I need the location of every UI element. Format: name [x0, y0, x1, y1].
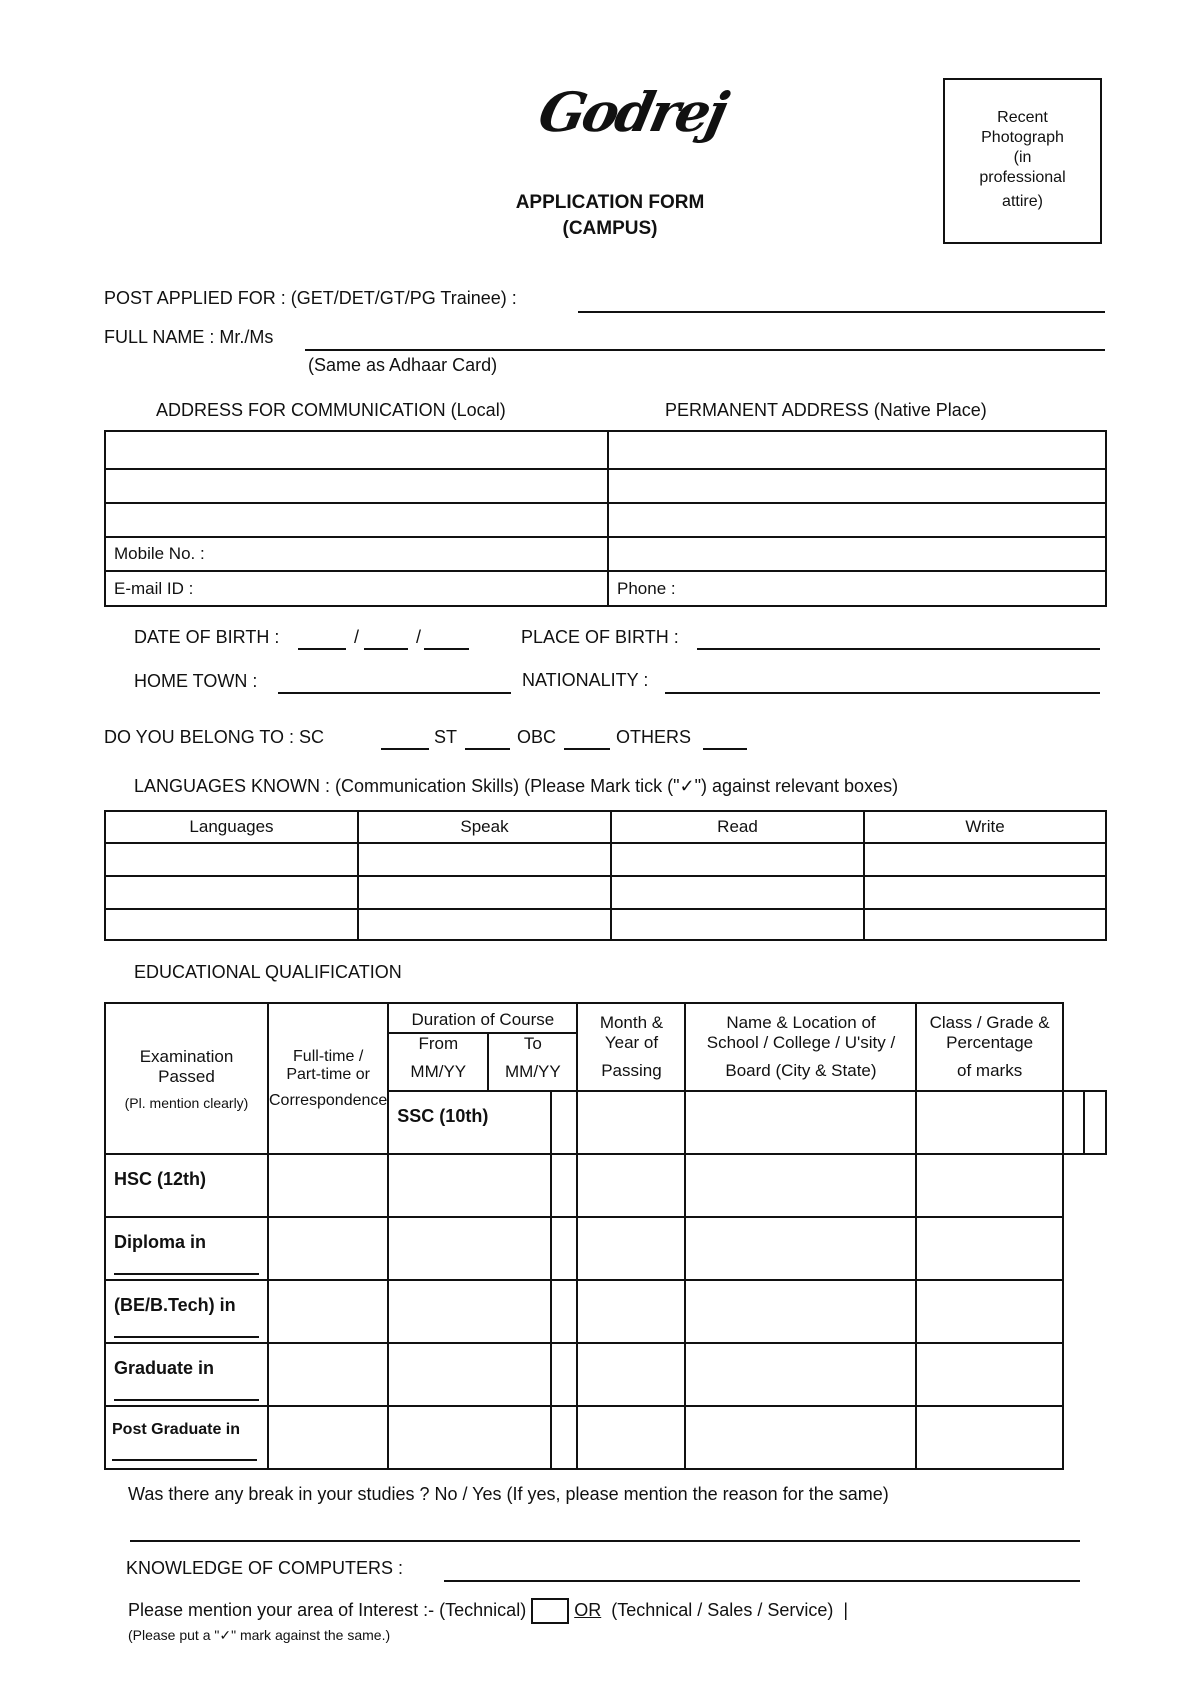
edu-cell[interactable]: [577, 1406, 685, 1469]
full-name-label: FULL NAME : Mr./Ms: [104, 327, 274, 347]
local-address-line[interactable]: [105, 469, 608, 503]
edu-cell[interactable]: [268, 1217, 388, 1280]
write-header: Write: [864, 811, 1106, 843]
diploma-field[interactable]: [114, 1273, 259, 1275]
languages-label: LANGUAGES KNOWN : (Communication Skills) (Please Mark tick ("✓") against relevant boxes): [134, 776, 899, 796]
edu-cell[interactable]: [551, 1217, 578, 1280]
break-reason-field[interactable]: [130, 1540, 1080, 1542]
edu-cell[interactable]: [551, 1280, 578, 1343]
edu-cell[interactable]: [551, 1343, 578, 1406]
edu-cell[interactable]: [577, 1280, 685, 1343]
obc-label: OBC: [517, 727, 557, 747]
phone-field[interactable]: Phone :: [608, 571, 1106, 606]
dob-day-field[interactable]: [298, 648, 346, 650]
edu-cell[interactable]: [268, 1280, 388, 1343]
speak-cell[interactable]: [358, 909, 611, 940]
exam-header: Examination Passed (Pl. mention clearly): [105, 1003, 268, 1154]
photo-text: attire): [1002, 193, 1043, 210]
edu-cell[interactable]: [685, 1343, 916, 1406]
email-field[interactable]: E-mail ID :: [105, 571, 608, 606]
edu-cell[interactable]: [916, 1091, 1062, 1154]
local-address-line[interactable]: [105, 503, 608, 537]
interest-options: (Technical / Sales / Service): [611, 1599, 834, 1620]
edu-cell[interactable]: [388, 1406, 550, 1469]
photo-text: Photograph: [981, 129, 1064, 146]
year-header: Month & Year of Passing: [577, 1003, 685, 1091]
education-label: EDUCATIONAL QUALIFICATION: [134, 962, 402, 982]
edu-cell[interactable]: [388, 1154, 550, 1217]
or-text: OR: [574, 1599, 602, 1620]
sc-field[interactable]: [381, 748, 429, 750]
st-field[interactable]: [465, 748, 510, 750]
duration-header: Duration of Course From MM/YY To MM/YY: [388, 1003, 577, 1091]
read-cell[interactable]: [611, 909, 864, 940]
options-checkbox[interactable]: |: [843, 1599, 849, 1620]
full-name-note: (Same as Adhaar Card): [308, 355, 498, 375]
exam-graduate: Graduate in: [105, 1343, 268, 1406]
interest-label: Please mention your area of Interest :- (Technical): [128, 1599, 527, 1620]
edu-cell[interactable]: [577, 1343, 685, 1406]
languages-header: Languages: [105, 811, 358, 843]
graduate-field[interactable]: [114, 1399, 259, 1401]
edu-cell[interactable]: [388, 1280, 550, 1343]
edu-cell[interactable]: [577, 1217, 685, 1280]
category-label: DO YOU BELONG TO : SC: [104, 727, 325, 747]
edu-cell[interactable]: [916, 1217, 1062, 1280]
exam-diploma: Diploma in: [105, 1217, 268, 1280]
write-cell[interactable]: [864, 843, 1106, 876]
write-cell[interactable]: [864, 876, 1106, 909]
st-label: ST: [434, 727, 458, 747]
speak-cell[interactable]: [358, 876, 611, 909]
language-cell[interactable]: [105, 843, 358, 876]
edu-cell[interactable]: [268, 1154, 388, 1217]
edu-cell[interactable]: [685, 1406, 916, 1469]
photo-text: (in: [1013, 149, 1032, 166]
edu-cell[interactable]: [685, 1280, 916, 1343]
read-cell[interactable]: [611, 876, 864, 909]
address-table: [104, 430, 1107, 607]
technical-checkbox[interactable]: [531, 1598, 569, 1624]
permanent-address-line[interactable]: [608, 537, 1106, 571]
full-name-field[interactable]: [305, 349, 1105, 351]
grade-header: Class / Grade & Percentage of marks: [916, 1003, 1062, 1091]
place-of-birth-label: PLACE OF BIRTH :: [521, 627, 679, 647]
company-logo: Godrej: [533, 80, 732, 144]
edu-cell[interactable]: [916, 1154, 1062, 1217]
local-address-label: ADDRESS FOR COMMUNICATION (Local): [156, 400, 506, 420]
school-header: Name & Location of School / College / U'sity / Board (City & State): [685, 1003, 916, 1091]
interest-note: (Please put a "✓" mark against the same.): [128, 1627, 391, 1643]
edu-cell[interactable]: [685, 1154, 916, 1217]
edu-cell[interactable]: [1063, 1091, 1085, 1154]
read-header: Read: [611, 811, 864, 843]
photo-text: professional: [979, 169, 1066, 186]
nationality-field[interactable]: [665, 692, 1100, 694]
nationality-label: NATIONALITY :: [522, 670, 649, 690]
dob-month-field[interactable]: [364, 648, 408, 650]
edu-cell[interactable]: [685, 1217, 916, 1280]
computers-label: KNOWLEDGE OF COMPUTERS :: [126, 1558, 404, 1578]
dob-year-field[interactable]: [424, 648, 469, 650]
edu-cell[interactable]: [551, 1091, 578, 1154]
edu-cell[interactable]: [1084, 1091, 1106, 1154]
home-town-label: HOME TOWN :: [134, 671, 258, 691]
exam-be: (BE/B.Tech) in: [105, 1280, 268, 1343]
obc-field[interactable]: [564, 748, 610, 750]
permanent-address-label: PERMANENT ADDRESS (Native Place): [665, 400, 987, 420]
home-town-field[interactable]: [278, 692, 511, 694]
form-subtitle: (CAMPUS): [562, 218, 658, 239]
write-cell[interactable]: [864, 909, 1106, 940]
exam-ssc: SSC (10th): [388, 1091, 550, 1154]
edu-cell[interactable]: [916, 1343, 1062, 1406]
edu-cell[interactable]: [916, 1406, 1062, 1469]
edu-cell[interactable]: [388, 1217, 550, 1280]
mobile-field[interactable]: Mobile No. :: [105, 537, 608, 571]
language-cell[interactable]: [105, 909, 358, 940]
edu-cell[interactable]: [577, 1091, 685, 1154]
be-field[interactable]: [114, 1336, 259, 1338]
speak-cell[interactable]: [358, 843, 611, 876]
edu-cell[interactable]: [268, 1406, 388, 1469]
others-label: OTHERS: [616, 727, 692, 747]
dob-label: DATE OF BIRTH :: [134, 627, 280, 647]
edu-cell[interactable]: [268, 1343, 388, 1406]
exam-hsc: HSC (12th): [105, 1154, 268, 1217]
place-of-birth-field[interactable]: [697, 648, 1100, 650]
speak-header: Speak: [358, 811, 611, 843]
dob-separator: /: [416, 627, 422, 647]
dob-separator: /: [354, 627, 360, 647]
from-header: From MM/YY: [389, 1034, 489, 1090]
to-header: To MM/YY: [505, 1034, 561, 1081]
languages-table: [104, 810, 1107, 941]
edu-cell[interactable]: [577, 1154, 685, 1217]
language-cell[interactable]: [105, 876, 358, 909]
break-question: Was there any break in your studies ? No / Yes (If yes, please mention the reason for the same): [128, 1484, 889, 1504]
form-title: APPLICATION FORM: [515, 192, 705, 213]
edu-cell[interactable]: [551, 1154, 578, 1217]
post-applied-field[interactable]: [578, 311, 1105, 313]
local-address-line[interactable]: [105, 431, 608, 469]
read-cell[interactable]: [611, 843, 864, 876]
permanent-address-line[interactable]: [608, 503, 1106, 537]
computers-field[interactable]: [444, 1580, 1080, 1582]
post-applied-label: POST APPLIED FOR : (GET/DET/GT/PG Trainee) :: [104, 288, 517, 308]
exam-post-graduate: Post Graduate in: [105, 1406, 268, 1469]
edu-cell[interactable]: [685, 1091, 916, 1154]
others-field[interactable]: [703, 748, 747, 750]
interest-row: [128, 1598, 848, 1624]
photo-text: Recent: [997, 109, 1048, 126]
post-graduate-field[interactable]: [112, 1459, 257, 1461]
mode-header: Full-time / Part-time or Correspondence: [268, 1003, 388, 1154]
education-table: [104, 1002, 1107, 1470]
permanent-address-line[interactable]: [608, 469, 1106, 503]
edu-cell[interactable]: [388, 1343, 550, 1406]
edu-cell[interactable]: [551, 1406, 578, 1469]
permanent-address-line[interactable]: [608, 431, 1106, 469]
edu-cell[interactable]: [916, 1280, 1062, 1343]
